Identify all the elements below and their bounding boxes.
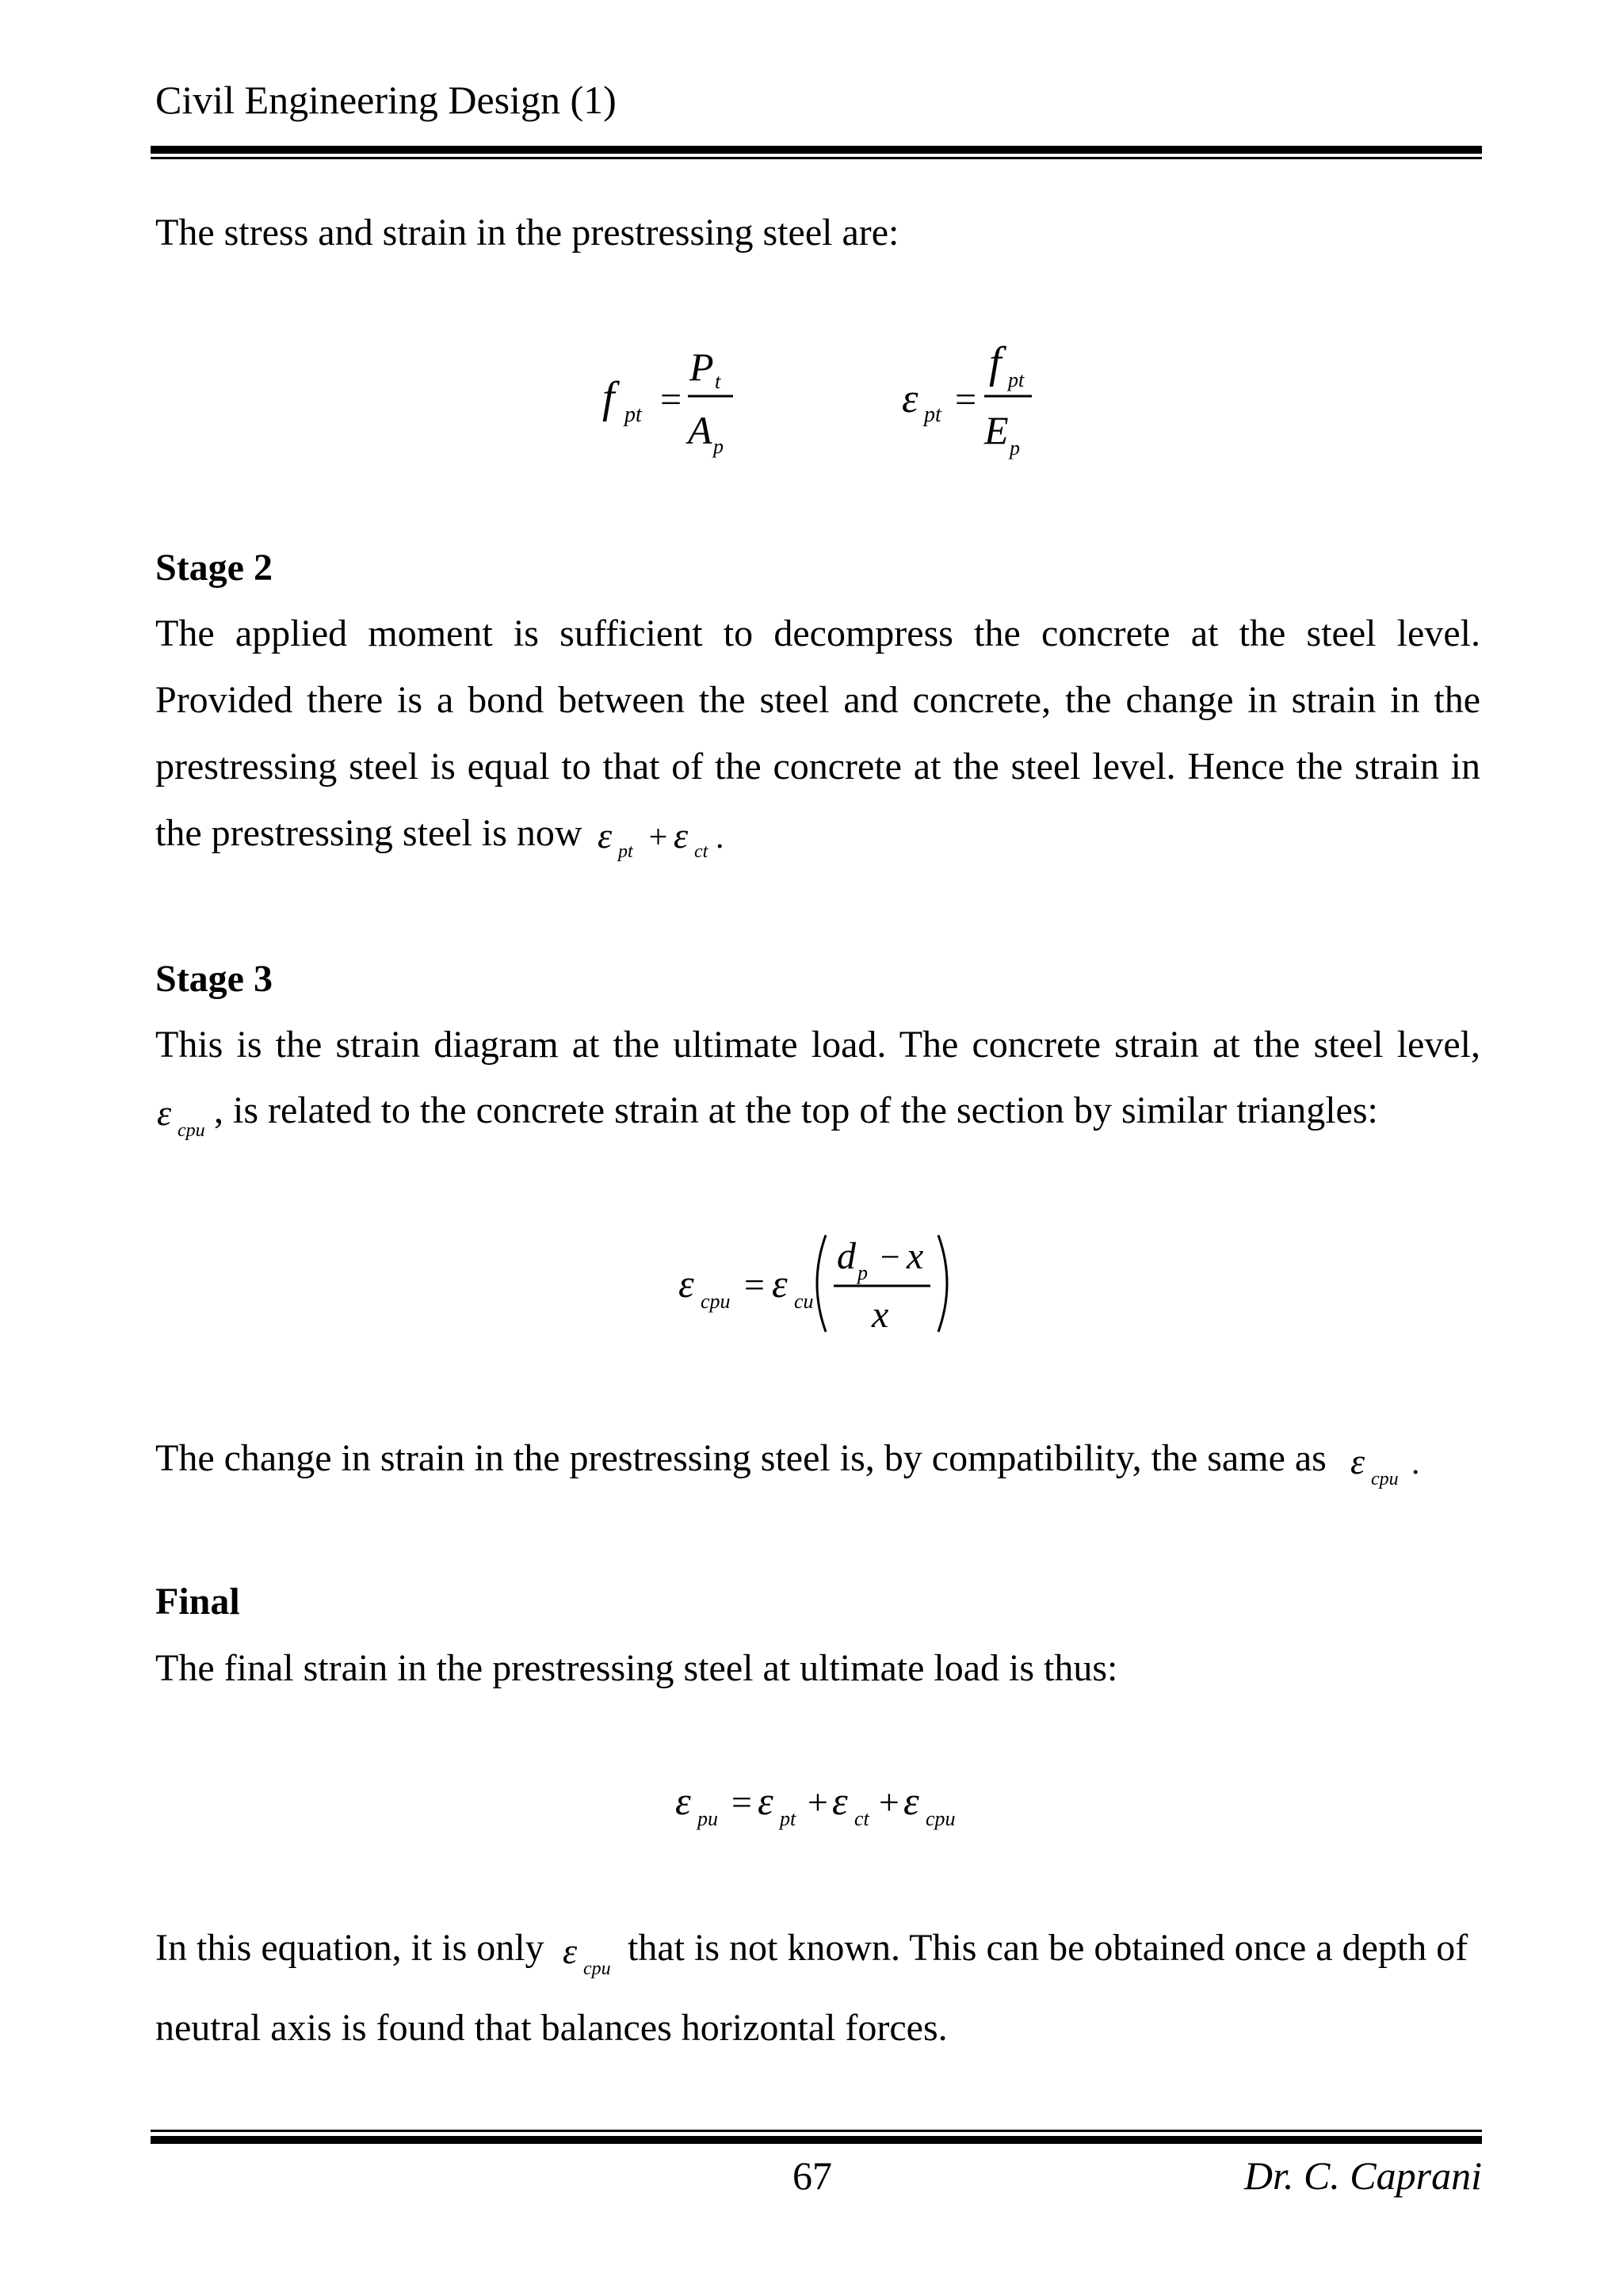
final-line-1-prefix: In this equation, it is only (155, 1927, 544, 1969)
footer-author: Dr. C. Caprani (1243, 2153, 1482, 2198)
svg-text:ε: ε (157, 1093, 172, 1133)
svg-text:t: t (715, 370, 721, 393)
svg-text:ε: ε (772, 1261, 788, 1306)
svg-text:pu: pu (697, 1807, 718, 1830)
stage2-line-2: Provided there is a bond between the steel and concrete, the change in strain in the (155, 679, 1480, 721)
svg-text:ct: ct (854, 1807, 869, 1830)
svg-text:=: = (658, 379, 684, 421)
svg-text:d: d (837, 1235, 856, 1277)
equation-eps-cpu (674, 1224, 975, 1343)
stage2-line-4 (155, 810, 582, 856)
svg-text:=: = (953, 379, 979, 421)
svg-text:A: A (688, 408, 712, 452)
final-intro: The final strain in the prestressing steel at ultimate load is thus: (155, 1647, 1118, 1689)
svg-text:−: − (878, 1238, 902, 1276)
compatibility-line: The change in strain in the prestressing steel is, by compatibility, the same as (155, 1437, 1327, 1479)
svg-text:ε: ε (902, 376, 918, 421)
svg-text:pt: pt (780, 1807, 796, 1830)
svg-text:=: = (742, 1264, 767, 1305)
stage3-line-1: This is the strain diagram at the ultimate load. The concrete strain at the steel level, (155, 1024, 1480, 1066)
svg-text:cu: cu (794, 1290, 814, 1313)
svg-text:f: f (602, 373, 615, 422)
stage3-heading: Stage 3 (155, 958, 273, 1000)
equation-stress-strain (586, 333, 1062, 467)
svg-text:x: x (907, 1235, 924, 1277)
svg-text:x: x (872, 1294, 889, 1336)
stage2-line-3: prestressing steel is equal to that of the concrete at the steel level. Hence the strain in (155, 746, 1480, 788)
svg-text:ε: ε (832, 1779, 848, 1823)
svg-text:ε: ε (758, 1779, 773, 1823)
inline-eq-cpu-2 (1349, 1436, 1436, 1491)
svg-text:p: p (713, 435, 724, 458)
running-header: Civil Engineering Design (1) (155, 78, 617, 122)
header-rule (151, 146, 1482, 154)
intro-paragraph: The stress and strain in the prestressing steel are: (155, 212, 899, 254)
final-heading: Final (155, 1581, 240, 1623)
svg-text:cpu: cpu (583, 1958, 611, 1979)
svg-text:ct: ct (694, 841, 708, 862)
svg-text:E: E (984, 408, 1009, 452)
svg-text:cpu: cpu (926, 1807, 956, 1830)
svg-text:cpu: cpu (1371, 1469, 1399, 1489)
svg-text:ε: ε (903, 1779, 919, 1823)
final-line-2: neutral axis is found that balances horizontal forces. (155, 2007, 948, 2049)
stage2-line-4-text: the prestressing steel is now (155, 812, 582, 854)
footer-rule (151, 2136, 1482, 2144)
equation-eps-pu (674, 1775, 975, 1846)
svg-text:ε: ε (675, 1779, 691, 1823)
svg-text:+: + (647, 819, 670, 856)
svg-text:f: f (989, 338, 1002, 387)
svg-text:pt: pt (1008, 368, 1025, 391)
final-line-1-suffix: that is not known. This can be obtained once a depth of (628, 1927, 1468, 1969)
svg-text:P: P (689, 345, 714, 389)
stage3-line-2: , is related to the concrete strain at the top of the section by similar triangles: (214, 1089, 1378, 1131)
svg-text:+: + (876, 1782, 902, 1822)
inline-eq-cpu-3 (561, 1925, 632, 1981)
stage2-line-1: The applied moment is sufficient to decompress the concrete at the steel level. (155, 612, 1480, 654)
inline-eq-pt-plus-ct (594, 810, 737, 865)
svg-text:cpu: cpu (701, 1290, 731, 1313)
footer-rule-thin (151, 2130, 1482, 2132)
svg-text:cpu: cpu (178, 1120, 205, 1141)
svg-text:pt: pt (624, 402, 642, 427)
svg-text:pt: pt (924, 402, 941, 427)
header-rule-thin (151, 157, 1482, 159)
page-number: 67 (792, 2153, 832, 2198)
svg-text:pt: pt (618, 841, 633, 862)
svg-text:p: p (857, 1261, 868, 1284)
svg-text:ε: ε (598, 815, 613, 856)
svg-text:ε: ε (1350, 1441, 1365, 1482)
svg-text:.: . (716, 819, 725, 856)
stage2-heading: Stage 2 (155, 547, 273, 589)
svg-text:.: . (1412, 1445, 1421, 1482)
svg-text:p: p (1010, 437, 1020, 460)
svg-text:=: = (729, 1782, 754, 1822)
svg-text:ε: ε (678, 1261, 694, 1306)
svg-text:ε: ε (563, 1931, 578, 1971)
svg-text:+: + (805, 1782, 831, 1822)
svg-text:ε: ε (674, 815, 689, 856)
